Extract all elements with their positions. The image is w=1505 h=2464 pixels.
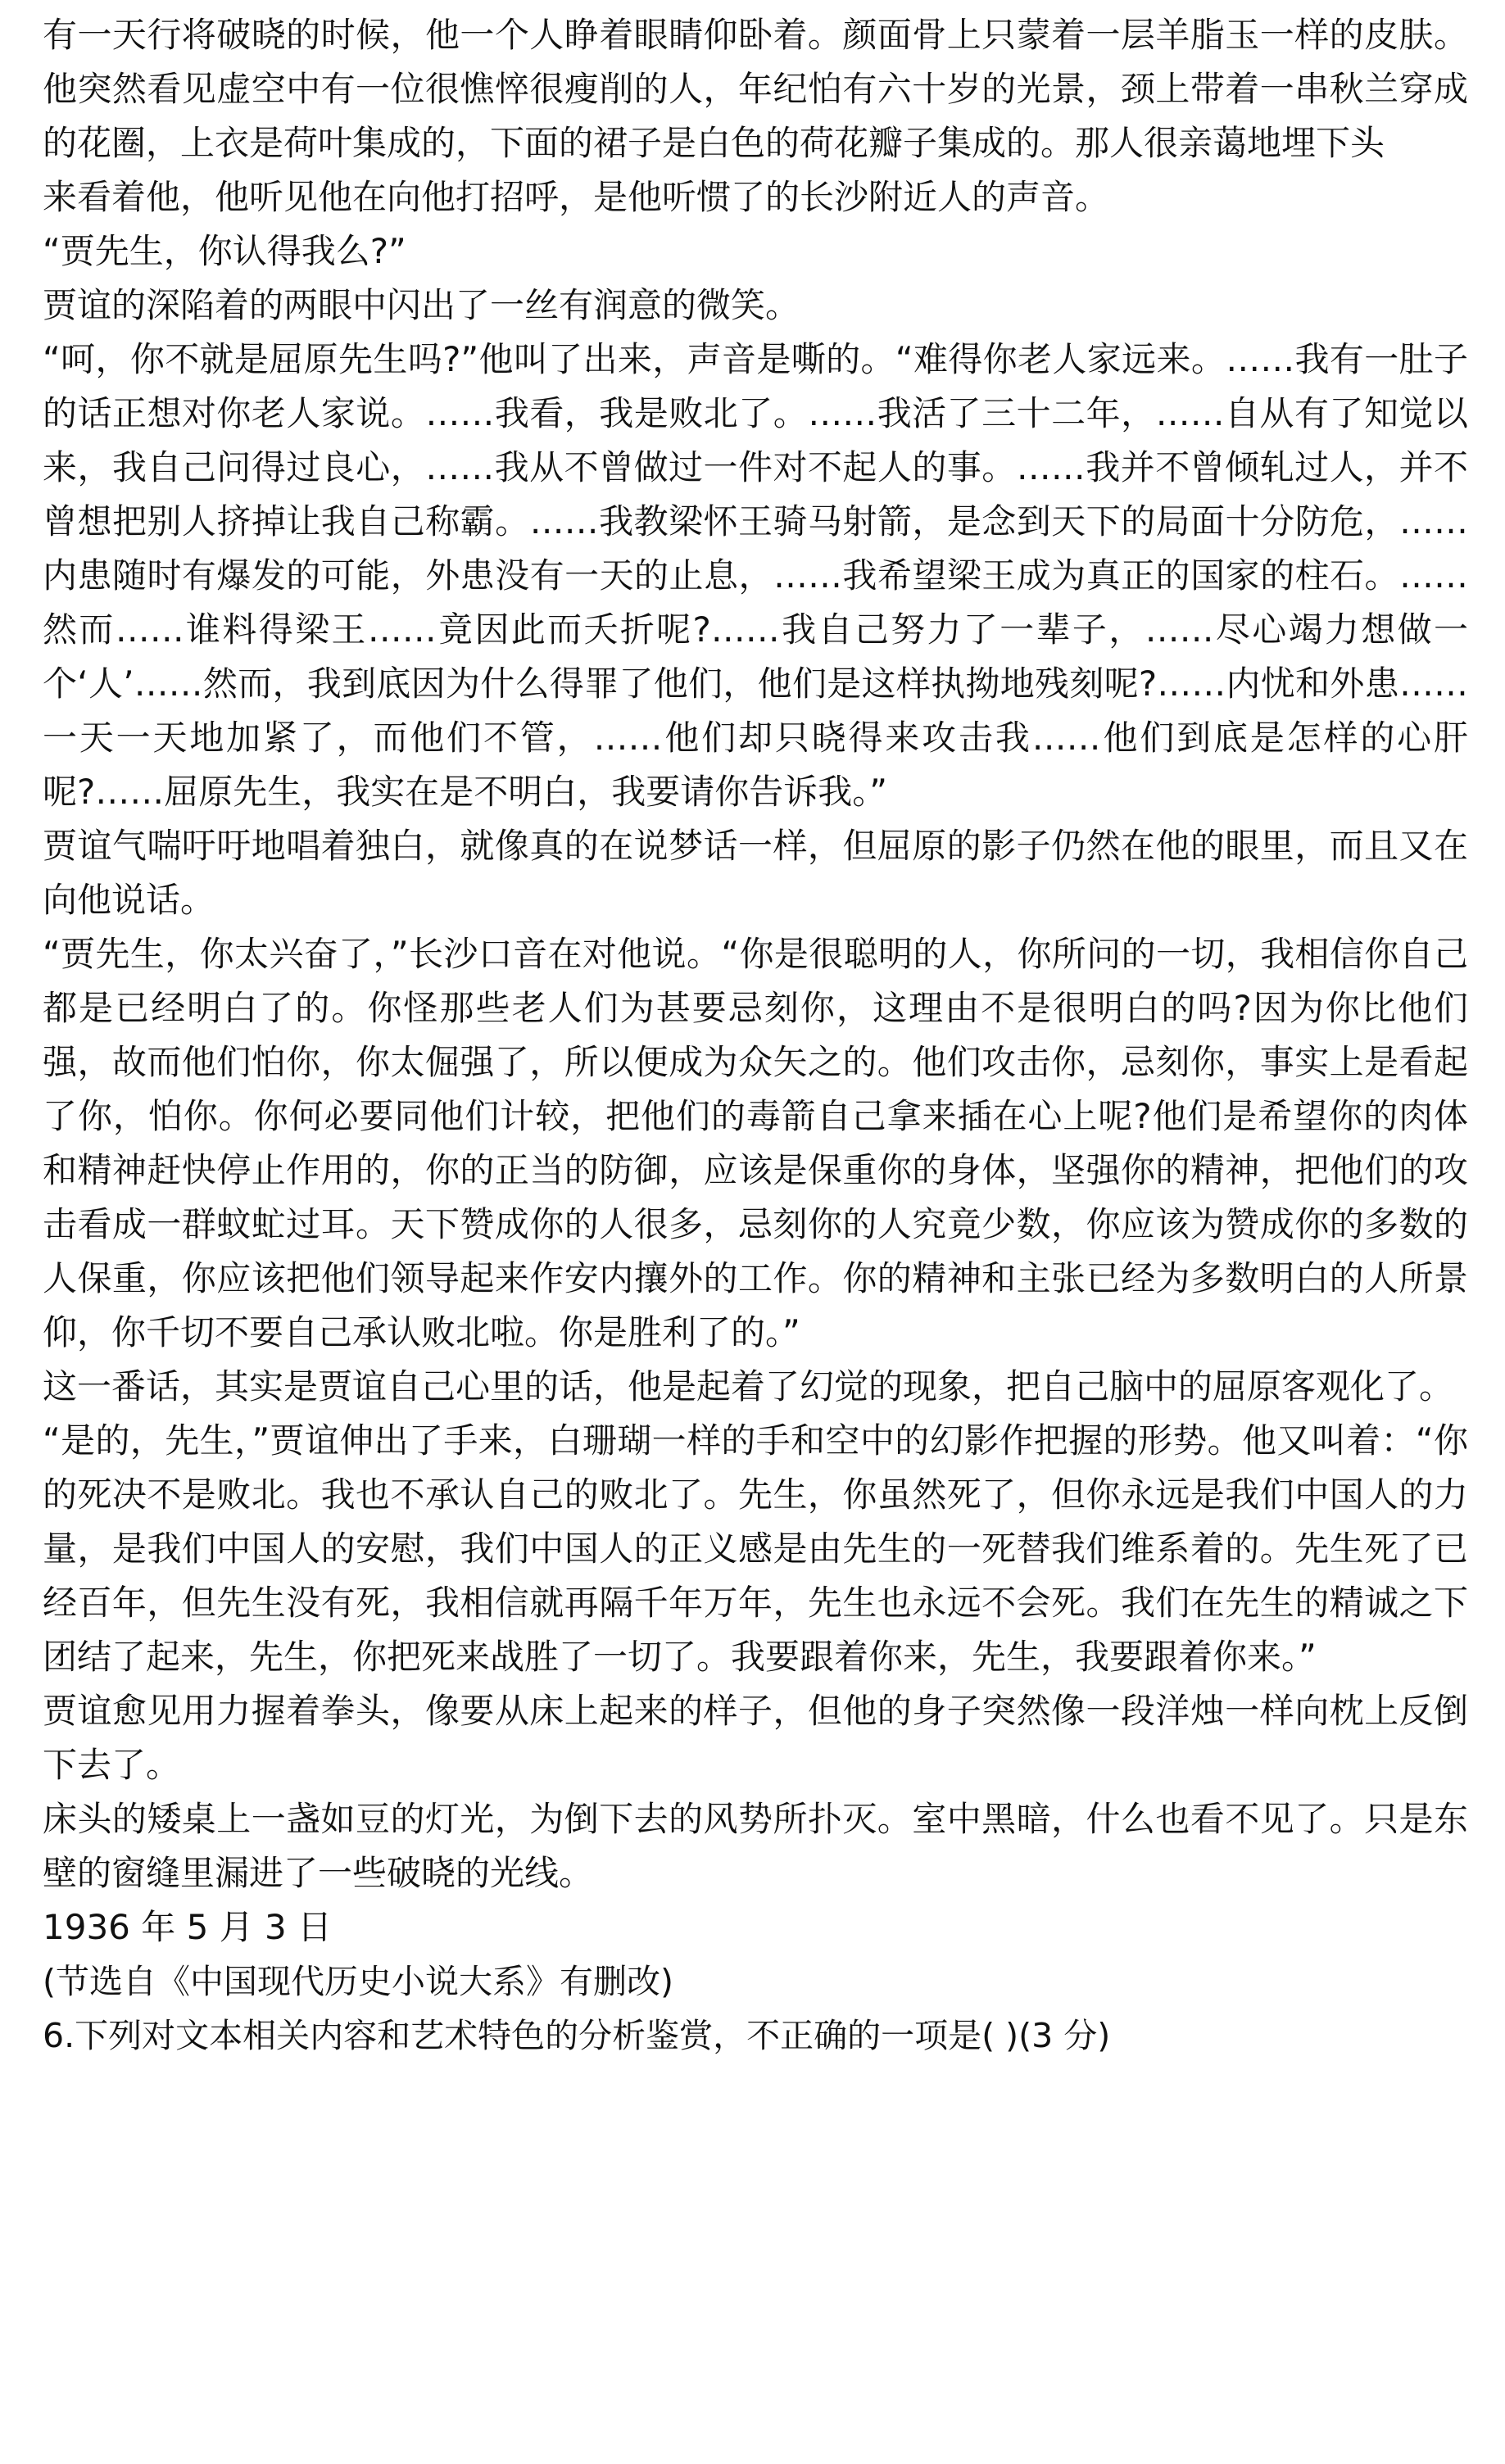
paragraph-3: “贾先生，你认得我么?” <box>43 231 406 271</box>
paragraph-1: 有一天行将破晓的时候，他一个人睁着眼睛仰卧着。颜面骨上只蒙着一层羊脂玉一样的皮肤。他突然看见虚空中有一位很憔悴很瘦削的人，年纪怕有六十岁的光景，颈上带着一串秋兰穿成的花圈，上衣是荷叶集成的，下面的裙子是白色的荷花瓣子集成的。那人很亲蔼地埋下头 <box>43 15 1468 163</box>
paragraph-10: 贾谊愈见用力握着拳头，像要从床上起来的样子，但他的身子突然像一段洋烛一样向枕上反倒下去了。 <box>43 1691 1468 1785</box>
paragraph-5: “呵，你不就是屈原先生吗?”他叫了出来，声音是嘶的。“难得你老人家远来。……我有一肚子的话正想对你老人家说。……我看，我是败北了。……我活了三十二年，……自从有了知觉以来，我自己问得过良心，……我从不曾做过一件对不起人的事。……我并不曾倾轧过人，并不曾想把别人挤掉让我自己称霸。……我教梁怀王骑马射箭，是念到天下的局面十分防危，……内患随时有爆发的可能，外患没有一天的止息，……我希望梁王成为真正的国家的柱石。……然而……谁料得梁王……竟因此而夭折呢?……我自己努力了一辈子，……尽心竭力想做一个‘人’……然而，我到底因为什么得罪了他们，他们是这样执拗地残刻呢?……内忧和外患……一天一天地加紧了，而他们不管，……他们却只晓得来攻击我……他们到底是怎样的心肝呢?……屈原先生，我实在是不明白，我要请你告诉我。” <box>43 339 1468 812</box>
question-6: 6.下列对文本相关内容和艺术特色的分析鉴赏，不正确的一项是( )(3 分) <box>43 2016 1111 2055</box>
paragraph-6: 贾谊气喘吁吁地唱着独白，就像真的在说梦话一样，但屈原的影子仍然在他的眼里，而且又在向他说话。 <box>43 826 1468 920</box>
date-line: 1936 年 5 月 3 日 <box>43 1907 333 1947</box>
paragraph-2: 来看着他，他听见他在向他打招呼，是他听惯了的长沙附近人的声音。 <box>43 177 1110 217</box>
source-note: (节选自《中国现代历史小说大系》有删改) <box>43 1962 673 2001</box>
paragraph-11: 床头的矮桌上一盏如豆的灯光，为倒下去的风势所扑灭。室中黑暗，什么也看不见了。只是东壁的窗缝里漏进了一些破晓的光线。 <box>43 1799 1468 1893</box>
document-page <box>43 0 1468 2063</box>
paragraph-8: 这一番话，其实是贾谊自己心里的话，他是起着了幻觉的现象，把自己脑中的屈原客观化了。 <box>43 1366 1454 1406</box>
paragraph-4: 贾谊的深陷着的两眼中闪出了一丝有润意的微笑。 <box>43 285 800 325</box>
paragraph-9: “是的，先生，”贾谊伸出了手来，白珊瑚一样的手和空中的幻影作把握的形势。他又叫着：“你的死决不是败北。我也不承认自己的败北了。先生，你虽然死了，但你永远是我们中国人的力量，是我们中国人的安慰，我们中国人的正义感是由先生的一死替我们维系着的。先生死了已经百年，但先生没有死，我相信就再隔千年万年，先生也永远不会死。我们在先生的精诚之下团结了起来，先生，你把死来战胜了一切了。我要跟着你来，先生，我要跟着你来。” <box>43 1420 1468 1677</box>
paragraph-7: “贾先生，你太兴奋了，”长沙口音在对他说。“你是很聪明的人，你所问的一切，我相信你自己都是已经明白了的。你怪那些老人们为甚要忌刻你，这理由不是很明白的吗?因为你比他们强，故而他们怕你，你太倔强了，所以便成为众矢之的。他们攻击你，忌刻你，事实上是看起了你，怕你。你何必要同他们计较，把他们的毒箭自己拿来插在心上呢?他们是希望你的肉体和精神赶快停止作用的，你的正当的防御，应该是保重你的身体，坚强你的精神，把他们的攻击看成一群蚊虻过耳。天下赞成你的人很多，忌刻你的人究竟少数，你应该为赞成你的多数的人保重，你应该把他们领导起来作安内攘外的工作。你的精神和主张已经为多数明白的人所景仰，你千切不要自己承认败北啦。你是胜利了的。” <box>43 934 1468 1352</box>
